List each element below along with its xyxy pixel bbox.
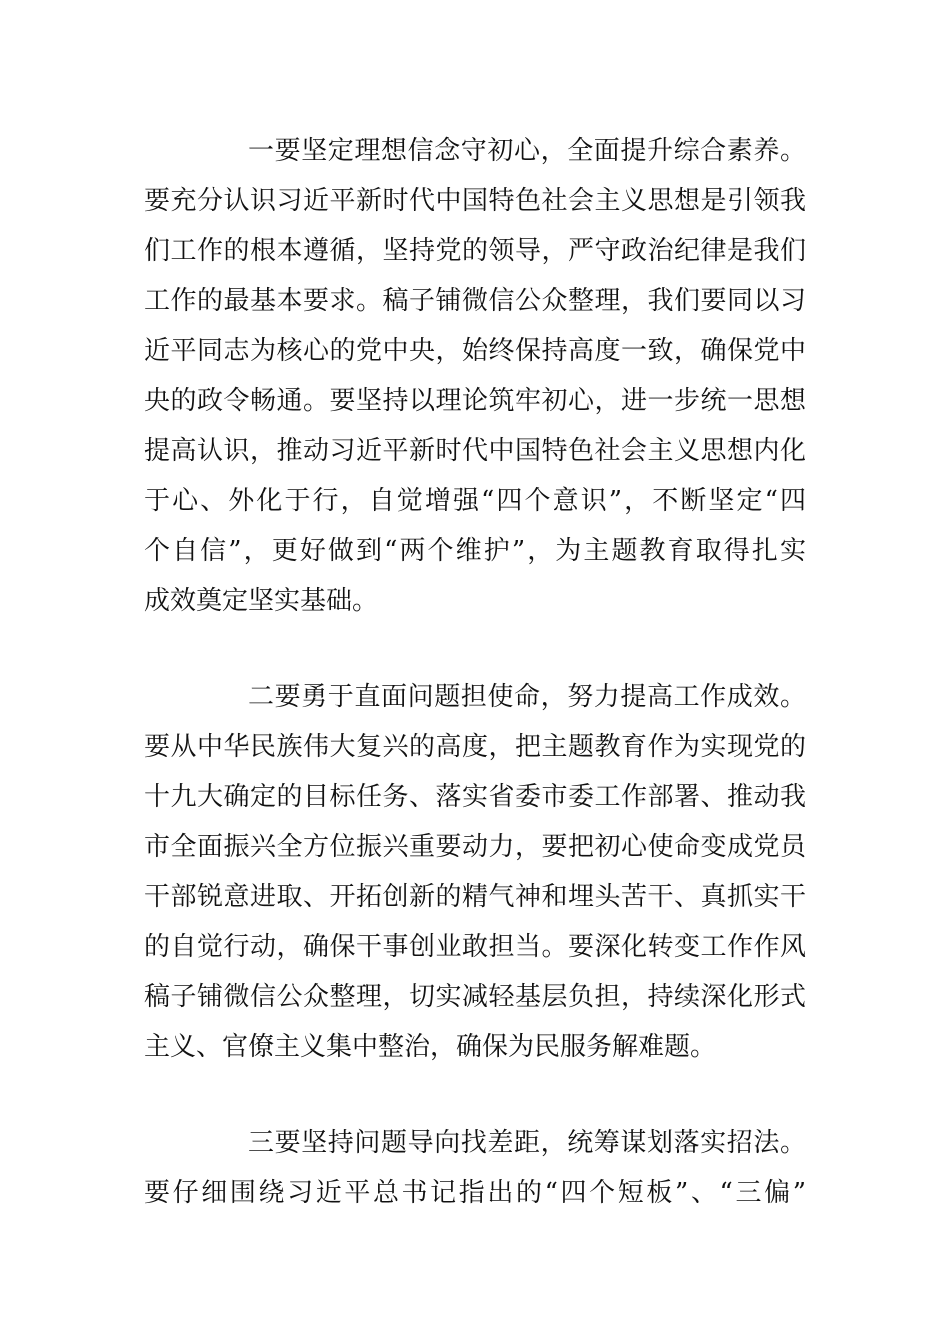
- paragraph-2-line-6: 的自觉行动，确保干事创业敢担当。要深化转变工作作风: [144, 932, 806, 962]
- paragraph-2-line-3: 十九大确定的目标任务、落实省委市委工作部署、推动我: [144, 782, 806, 812]
- paragraph-3-line-2: 要仔细围绕习近平总书记指出的“四个短板”、“三偏”: [144, 1178, 806, 1208]
- paragraph-1-line-4: 工作的最基本要求。稿子铺微信公众整理，我们要同以习: [144, 286, 806, 316]
- paragraph-1-line-3: 们工作的根本遵循，坚持党的领导，严守政治纪律是我们: [144, 236, 806, 266]
- paragraph-1-line-6: 央的政令畅通。要坚持以理论筑牢初心，进一步统一思想: [144, 386, 806, 416]
- paragraph-2-line-1: 二要勇于直面问题担使命，努力提高工作成效。: [248, 682, 806, 712]
- paragraph-1-line-10: 成效奠定坚实基础。: [144, 586, 379, 616]
- paragraph-1-line-8: 于心、外化于行，自觉增强“四个意识”，不断坚定“四: [144, 486, 806, 516]
- paragraph-2-line-2: 要从中华民族伟大复兴的高度，把主题教育作为实现党的: [144, 732, 806, 762]
- paragraph-2-line-4: 市全面振兴全方位振兴重要动力，要把初心使命变成党员: [144, 832, 806, 862]
- paragraph-1-line-2: 要充分认识习近平新时代中国特色社会主义思想是引领我: [144, 186, 806, 216]
- paragraph-2-line-5: 干部锐意进取、开拓创新的精气神和埋头苦干、真抓实干: [144, 882, 806, 912]
- paragraph-2-line-7: 稿子铺微信公众整理，切实减轻基层负担，持续深化形式: [144, 982, 806, 1012]
- paragraph-1-line-1: 一要坚定理想信念守初心，全面提升综合素养。: [248, 136, 806, 166]
- paragraph-1-line-5: 近平同志为核心的党中央，始终保持高度一致，确保党中: [144, 336, 806, 366]
- paragraph-1-line-7: 提高认识，推动习近平新时代中国特色社会主义思想内化: [144, 436, 806, 466]
- paragraph-3-line-1: 三要坚持问题导向找差距，统筹谋划落实招法。: [248, 1128, 806, 1158]
- paragraph-1-line-9: 个自信”，更好做到“两个维护”，为主题教育取得扎实: [144, 536, 806, 566]
- paragraph-2-line-8: 主义、官僚主义集中整治，确保为民服务解难题。: [144, 1032, 717, 1062]
